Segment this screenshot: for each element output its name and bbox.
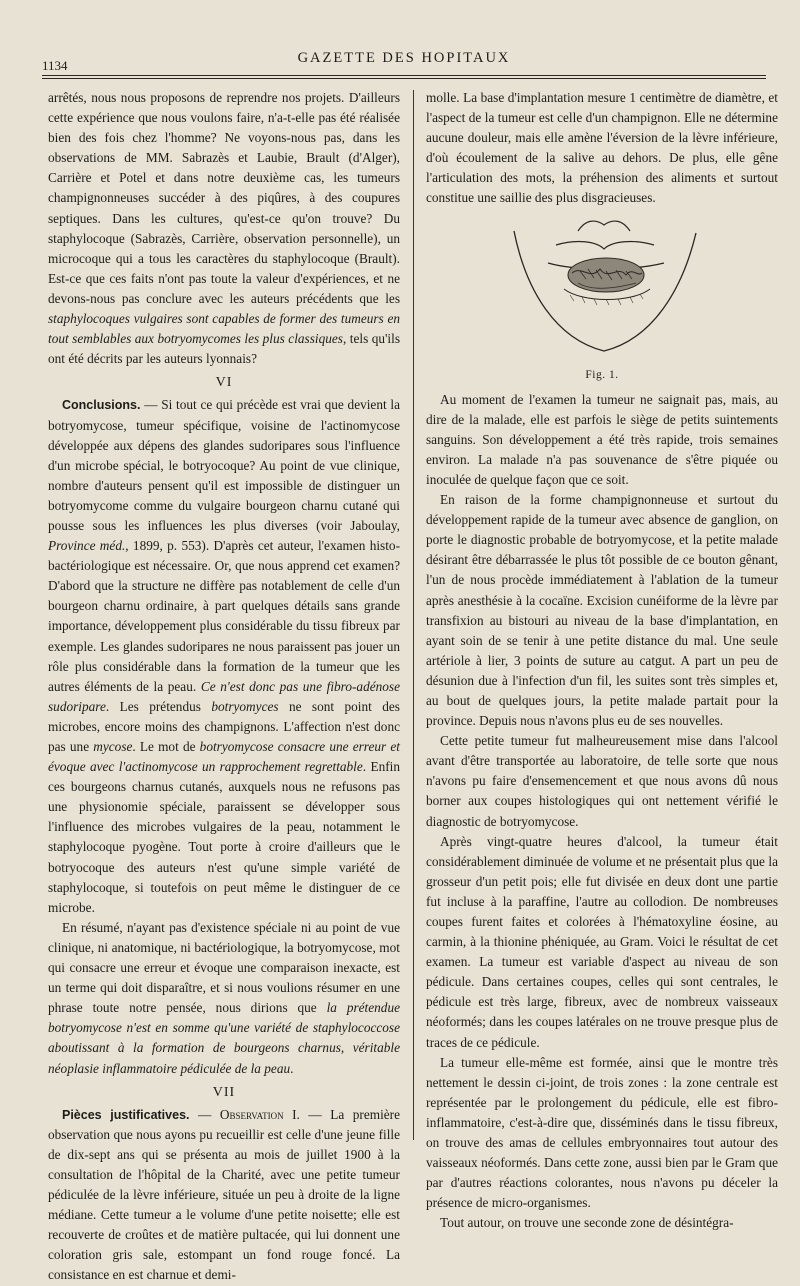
paragraph-pieces: Pièces justificatives. — Observation I. — La première observation que nous ayons pu recueillir est celle d'une jeune fille de dix-sept ans qui se présenta au mois de juillet 1900 à la consultation de l'hôpital de la Charité, avec une petite tumeur pédiculée de la lèvre inférieure, située un peu à droite de la ligne médiane. Cette tumeur a le volume d'une petite noisette; elle est recouverte de croûtes et de matière pultacée, qui lui donnent une coloration gris sale, estompant un fond rouge foncé. La consistance en est charnue et demi- <box>48 1106 400 1283</box>
paragraph: arrêtés, nous nous proposons de reprendre nos projets. D'ailleurs cette expérience que nous voulons faire, n'a-t-elle pas été réalisée bien des fois chez l'homme? Ne voyons-nous pas, dans les observations de MM. Sabrazès et Laubie, Brault (d'Alger), Carrière et Potel et dans notre deuxième cas, les tumeurs champignonneuses succéder à des piqûres, à des coupures septiques. Dans les cultures, qu'est-ce qu'on trouve? Du staphylocoque (Sabrazès, Carrière, observation personnelle), un microcoque qui a tous les caractères du staphylocoque (Brault). Est-ce que ces faits n'ont pas toute la valeur d'expériences, et ne devons-nous pas conclure avec les auteurs précédents que les staphylocoques vulgaires sont capables de former des tumeurs en tout semblables aux botryomycomes les plus classiques, tels qu'ils ont été décrits par les auteurs lyonnais? <box>48 90 400 367</box>
page-number: 1134 <box>42 58 68 73</box>
paragraph: molle. La base d'implantation mesure 1 centimètre de diamètre, et l'aspect de la tumeur est celle d'un champignon. Elle ne détermine aucune douleur, mais elle amène l'éversion de la lèvre inférieure, d'où écoulement de la salive au dehors. De plus, elle gêne l'articulation des mots, la préhension des aliments et surtout constitue une saillie des plus disgracieuses. <box>426 90 778 206</box>
column-divider <box>413 90 414 1140</box>
paragraph: En raison de la forme champignonneuse et surtout du développement rapide de la tumeur avec absence de ganglion, on porte le diagnostic probable de botryomycose, et la petite malade désirant être débarrassée le plus tôt possible de ce bouton gênant, l'un de nous procède immédiatement à l'ablation de la tumeur après anesthésie à la cocaïne. Excision cunéiforme de la lèvre par transfixion au bistouri au niveau de la base d'implantation, en ayant soin de se tenir à une petite distance du mal. Une seule artériole à lier, 3 points de suture au catgut. A part un peu de désunion due à l'infection d'un fil, les suites sont très simples et, au bout de quelques jours, la petite malade partait pour la province. Depuis nous n'avons plus eu de ses nouvelles. <box>426 492 778 729</box>
page-header <box>42 50 766 74</box>
paragraph-conclusions: Conclusions. — Si tout ce qui précède est vrai que devient la botryomycose, tumeur spécifique, voisine de l'actinomycose développée aux dépens des glandes sudoripares sous l'influence d'un microbe spécial, le botryocoque? Au point de vue clinique, nombre d'auteurs pensent qu'il est impossible de distinguer un botryomycome comme du vulgaire bourgeon charnu cutané qui pousse sous les influences les plus diverses (voir Jaboulay, Province méd., 1899, p. 553). D'après cet auteur, l'examen histo-bactériologique est nécessaire. Or, que nous apprend cet examen? D'abord que la structure ne diffère pas notablement de celle d'un bourgeon charnu ordinaire, à part quelques détails sans grande importance, développement plus considérable du tissu fibreux par exemple. Les glandes sudoripares ne nous paraissent pas jouer un rôle plus considérable dans la formation de la tumeur que les autres éléments de la peau. Ce n'est donc pas une fibro-adénose sudoripare. Les prétendus botryomyces ne sont point des microbes, encore moins des champignons. L'affection n'est donc pas une mycose. Le mot de botryomycose consacre une erreur et évoque avec l'actinomycose un rapprochement regrettable. Enfin ces bourgeons charnus cutanés, auxquels nous ne refusons pas une physionomie spéciale, paraissent se développer sous l'influence des microbes vulgaires de la peau, notamment le staphylocoque pyogène. Tout porte à croire d'ailleurs que le botryocoque des auteurs n'est qu'une simple variété de staphylocoque, si toutefois on peut même le distinguer de ce microbe. <box>48 397 400 915</box>
header-rule <box>42 75 766 79</box>
paragraph: Au moment de l'examen la tumeur ne saignait pas, mais, au dire de la malade, elle est parfois le siège de petits suintements sanguins. Son développement a été très rapide, trois semaines environ. La malade n'a pas souvenance de s'être piquée ou inoculée de quelque façon que ce soit. <box>426 391 778 487</box>
runin-heading: Conclusions. <box>62 398 141 413</box>
paragraph: En résumé, n'ayant pas d'existence spéciale ni au point de vue clinique, ni anatomique, ni bactériologique, la botryomycose, mot qui consacre une erreur et évoque une comparaison inexacte, est un terme qui doit disparaître, et si nous voulions résumer en une phrase toute notre pensée, nous dirions que la prétendue botryomycose n'est en somme qu'une variété de staphylococcose aboutissant à la formation de bourgeons charnus, véritable néoplasie inflammatoire pédiculée de la peau. <box>48 919 400 1076</box>
section-heading-vi: VI <box>215 375 233 391</box>
paragraph: Après vingt-quatre heures d'alcool, la tumeur était considérablement diminuée de volume et ne présentait plus que la grosseur d'un petit pois; elle fut divisée en deux dont une partie fut incluse à la paraffine, l'autre au collodion. De nombreuses coupes furent faites et colorées à l'hématoxyline éosine, au carmin, à la thionine phéniquée, au Gram. Voici le résultat de cet examen. La tumeur est variable d'aspect au niveau de son pédicule. Dans certaines coupes, celles qui sont centrales, le pédicule est très large, fibreux, avec de nombreux vaisseaux néoformés; dans les coupes latérales on ne trouve presque plus de traces de ce pédicule. <box>426 833 778 1050</box>
paragraph: Tout autour, on trouve une seconde zone de désintégra- <box>440 1215 734 1231</box>
left-column <box>48 88 400 1286</box>
paragraph: La tumeur elle-même est formée, ainsi que le montre très nettement le dessin ci-joint, de trois zones : la zone centrale est représentée par le prolongement du pédicule, elle est fibro-inflammatoire, c'est-à-dire que, disséminés dans le tissu fibreux, on trouve des amas de cellules embryonnaires tout autour des vaisseaux néoformés. Dans cette zone, aussi bien par le Gram que par d'autres réactions colorantes, nous n'avons pu déceler la présence de micro-organismes. <box>426 1054 778 1211</box>
lip-tumor-illustration <box>486 211 726 366</box>
right-column <box>426 88 778 1234</box>
paragraph: Cette petite tumeur fut malheureusement mise dans l'alcool avant d'être transportée au laboratoire, de telle sorte que nous n'avons pu faire d'ensemencement et que nous avons dû nous borner aux coupes histologiques qui ont nettement vérifié le diagnostic de botryomycose. <box>426 733 778 829</box>
section-heading-vii: VII <box>212 1084 236 1100</box>
journal-title: GAZETTE DES HOPITAUX <box>297 50 511 66</box>
figure-1 <box>426 211 778 386</box>
runin-heading: Pièces justificatives. <box>62 1107 190 1122</box>
figure-caption: Fig. 1. <box>585 369 619 382</box>
